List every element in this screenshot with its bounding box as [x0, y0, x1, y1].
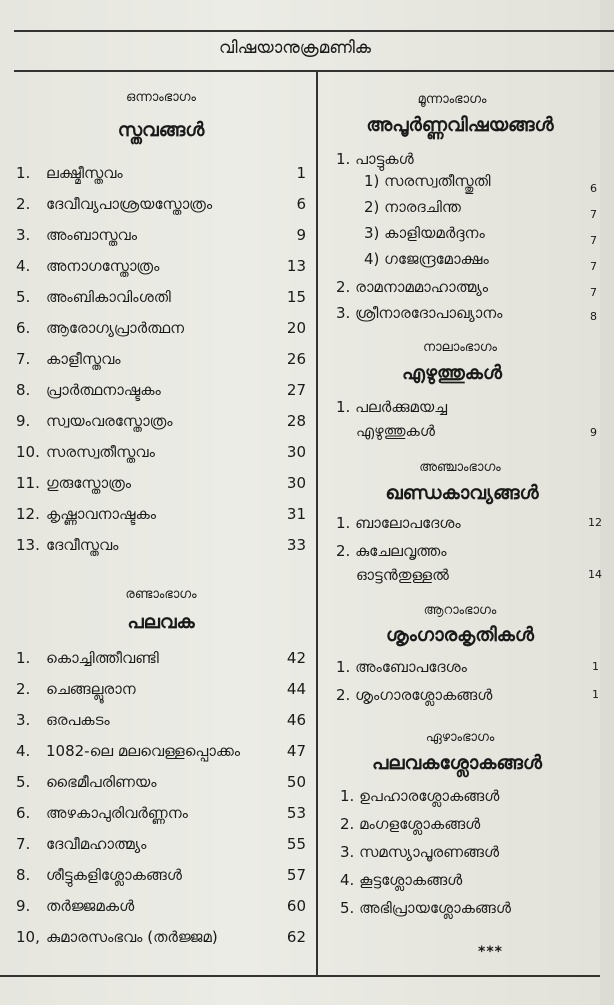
toc-item[interactable]: 2. കുചേലവൃത്തം — [336, 542, 447, 560]
edge-page-number: 7 — [590, 208, 597, 221]
edge-page-number: 6 — [590, 182, 597, 195]
item-number: 10, — [16, 928, 40, 946]
toc-item[interactable] — [16, 674, 306, 705]
item-page: 53 — [286, 804, 306, 822]
item-page: 1 — [296, 164, 306, 182]
item-title: ഒരപകടം — [46, 711, 110, 729]
item-title: ആരോഗ്യപ്രാർത്ഥന — [46, 319, 185, 337]
edge-page-number: 7 — [590, 260, 597, 273]
item-title: ഭൈമീപരിണയം — [46, 773, 157, 791]
item-number: 7. — [16, 835, 31, 853]
toc-item[interactable] — [16, 922, 306, 953]
item-number: 4. — [16, 257, 31, 275]
toc-item[interactable] — [16, 251, 306, 282]
item-page: 55 — [286, 835, 306, 853]
toc-item[interactable]: 1. പലർക്കുമയച്ച — [336, 398, 448, 416]
item-number: 1. — [16, 649, 31, 667]
item-number: 6. — [16, 804, 31, 822]
part2-heading: പലവക — [127, 611, 195, 633]
item-number: 5. — [16, 773, 31, 791]
toc-item[interactable] — [16, 798, 306, 829]
item-page: 60 — [286, 897, 306, 915]
part6-label: ആറാംഭാഗം — [423, 603, 497, 618]
toc-item[interactable] — [16, 468, 306, 499]
part2-list — [16, 643, 306, 953]
item-page: 33 — [286, 536, 306, 554]
item-page: 46 — [286, 711, 306, 729]
toc-item[interactable] — [16, 643, 306, 674]
toc-item[interactable] — [16, 344, 306, 375]
item-number: 12. — [16, 505, 40, 523]
item-number: 11. — [16, 474, 40, 492]
item-page: 28 — [286, 412, 306, 430]
item-page: 27 — [286, 381, 306, 399]
toc-item[interactable] — [16, 158, 306, 189]
toc-item-continued: ഓട്ടൻതുള്ളൽ — [356, 566, 449, 584]
part1-heading: സ്തവങ്ങൾ — [117, 119, 205, 141]
part3-heading: അപൂർണ്ണവിഷയങ്ങൾ — [366, 114, 554, 136]
item-title: ഗുരുസ്തോത്രം — [46, 474, 132, 492]
item-title: തർജ്ജമകൾ — [46, 897, 135, 915]
part1-list — [16, 158, 306, 561]
item-title: അനാഗസ്തോത്രം — [46, 257, 160, 275]
item-page: 26 — [286, 350, 306, 368]
toc-item-continued: എഴുത്തുകൾ — [356, 422, 435, 440]
item-number: 4. — [16, 742, 31, 760]
item-page: 30 — [286, 443, 306, 461]
part6-heading: ശൃംഗാരകൃതികൾ — [386, 624, 534, 646]
part5-heading: ഖണ്ഡകാവ്യങ്ങൾ — [385, 482, 539, 504]
item-page: 6 — [296, 195, 306, 213]
item-page: 13 — [286, 257, 306, 275]
item-number: 8. — [16, 381, 31, 399]
part4-label: നാലാംഭാഗം — [422, 340, 497, 355]
edge-page-number: 8 — [590, 310, 597, 323]
part4-heading: എഴുത്തുകൾ — [402, 362, 502, 384]
toc-item[interactable] — [16, 530, 306, 561]
toc-item[interactable]: 5. അഭിപ്രായശ്ലോകങ്ങൾ — [340, 899, 511, 917]
toc-item[interactable] — [16, 705, 306, 736]
edge-page-number: 9 — [590, 426, 597, 439]
column-divider — [316, 72, 318, 976]
item-page: 9 — [296, 226, 306, 244]
toc-item[interactable]: 2. മംഗളശ്ലോകങ്ങൾ — [340, 815, 481, 833]
toc-item[interactable] — [16, 736, 306, 767]
item-page: 50 — [286, 773, 306, 791]
item-page: 57 — [286, 866, 306, 884]
item-title: പ്രാർത്ഥനാഷ്ടകം — [46, 381, 161, 399]
toc-item[interactable] — [16, 406, 306, 437]
item-number: 2. — [16, 195, 31, 213]
toc-item[interactable]: 2. രാമനാമമാഹാത്മ്യം — [336, 278, 489, 296]
toc-item[interactable] — [16, 860, 306, 891]
edge-page-number: 7 — [590, 286, 597, 299]
part1-label: ഒന്നാംഭാഗം — [126, 90, 196, 105]
toc-item[interactable] — [16, 189, 306, 220]
end-ornament: *** — [478, 944, 503, 960]
toc-subitem[interactable]: 1) സരസ്വതീസ്തുതി — [364, 172, 491, 190]
item-page: 62 — [286, 928, 306, 946]
item-number: 9. — [16, 897, 31, 915]
edge-page-number: 1 — [592, 688, 599, 701]
part7-label: ഏഴാംഭാഗം — [425, 730, 495, 745]
toc-item[interactable] — [16, 499, 306, 530]
item-page: 47 — [286, 742, 306, 760]
toc-item[interactable] — [16, 767, 306, 798]
item-title: സരസ്വതീസ്തവം — [46, 443, 155, 461]
item-number: 2. — [16, 680, 31, 698]
edge-page-number: 7 — [590, 234, 597, 247]
toc-item[interactable]: 2. ശൃംഗാരശ്ലോകങ്ങൾ — [336, 686, 493, 704]
toc-item[interactable]: 1. പാട്ടുകൾ — [336, 150, 414, 168]
edge-page-number: 12 — [588, 516, 602, 529]
part2-label: രണ്ടാംഭാഗം — [125, 587, 197, 602]
item-number: 13. — [16, 536, 40, 554]
toc-item[interactable]: 3. ശ്രീനാരദോപാഖ്യാനം — [336, 304, 503, 322]
item-title: അഴകാപുരിവർണ്ണനം — [46, 804, 188, 822]
item-number: 3. — [16, 226, 31, 244]
item-title: ചെങ്ങല്ലൂരാന — [46, 680, 136, 698]
toc-item[interactable] — [16, 375, 306, 406]
toc-subitem[interactable]: 2) നാരദചിന്ത — [364, 198, 461, 216]
toc-item[interactable]: 1. ബാലോപദേശം — [336, 514, 461, 532]
item-page: 20 — [286, 319, 306, 337]
item-title: ദേവീസ്തവം — [46, 536, 119, 554]
item-title: കുമാരസംഭവം (തർജ്ജമ) — [46, 928, 218, 946]
item-number: 7. — [16, 350, 31, 368]
toc-item[interactable] — [16, 313, 306, 344]
toc-item[interactable] — [16, 891, 306, 922]
item-page: 30 — [286, 474, 306, 492]
item-title: 1082-ലെ മലവെള്ളപ്പൊക്കം — [46, 742, 241, 760]
item-number: 10. — [16, 443, 40, 461]
item-title: ദേവീവ്യപാശ്രയസ്തോത്രം — [46, 195, 213, 213]
item-title: കൊച്ചിത്തീവണ്ടി — [46, 649, 159, 667]
toc-item[interactable]: 4. കൂട്ടശ്ലോകങ്ങൾ — [340, 871, 463, 889]
item-title: അംബികാവിംശതി — [46, 288, 171, 306]
toc-item[interactable]: 1. ഉപഹാരശ്ലോകങ്ങൾ — [340, 787, 500, 805]
toc-subitem[interactable]: 3) കാളിയമർദ്ദനം — [364, 224, 485, 242]
toc-item[interactable] — [16, 437, 306, 468]
part5-label: അഞ്ചാംഭാഗം — [419, 460, 501, 475]
item-number: 8. — [16, 866, 31, 884]
right-column — [332, 0, 600, 1005]
item-number: 6. — [16, 319, 31, 337]
item-page: 31 — [286, 505, 306, 523]
toc-item[interactable] — [16, 282, 306, 313]
item-title: കാളീസ്തവം — [46, 350, 121, 368]
item-number: 9. — [16, 412, 31, 430]
item-page: 42 — [286, 649, 306, 667]
item-number: 3. — [16, 711, 31, 729]
left-column — [16, 90, 306, 953]
item-page: 15 — [286, 288, 306, 306]
page-title: വിഷയാനുക്രമണിക — [218, 38, 372, 58]
item-title: ശീട്ടുകളിശ്ലോകങ്ങൾ — [46, 866, 182, 884]
part7-heading: പലവകശ്ലോകങ്ങൾ — [372, 752, 542, 774]
item-page: 44 — [286, 680, 306, 698]
toc-subitem[interactable]: 4) ഗജേന്ദ്രമോക്ഷം — [364, 250, 489, 268]
item-number: 1. — [16, 164, 31, 182]
toc-item[interactable]: 3. സമസ്യാപൂരണങ്ങൾ — [340, 843, 500, 861]
toc-item[interactable] — [16, 829, 306, 860]
part3-label: മൂന്നാംഭാഗം — [417, 92, 487, 107]
item-title: ലക്ഷ്മീസ്തവം — [46, 164, 123, 182]
item-title: ദേവീമഹാത്മ്യം — [46, 835, 147, 853]
toc-item[interactable]: 1. അംബോപദേശം — [336, 658, 467, 676]
item-title: സ്വയംവരസ്തോത്രം — [46, 412, 173, 430]
item-title: അംബാസ്തവം — [46, 226, 138, 244]
item-title: കൃഷ്ണാവനാഷ്ടകം — [46, 505, 157, 523]
edge-page-number: 14 — [588, 568, 602, 581]
edge-page-number: 1 — [592, 660, 599, 673]
item-number: 5. — [16, 288, 31, 306]
toc-item[interactable] — [16, 220, 306, 251]
